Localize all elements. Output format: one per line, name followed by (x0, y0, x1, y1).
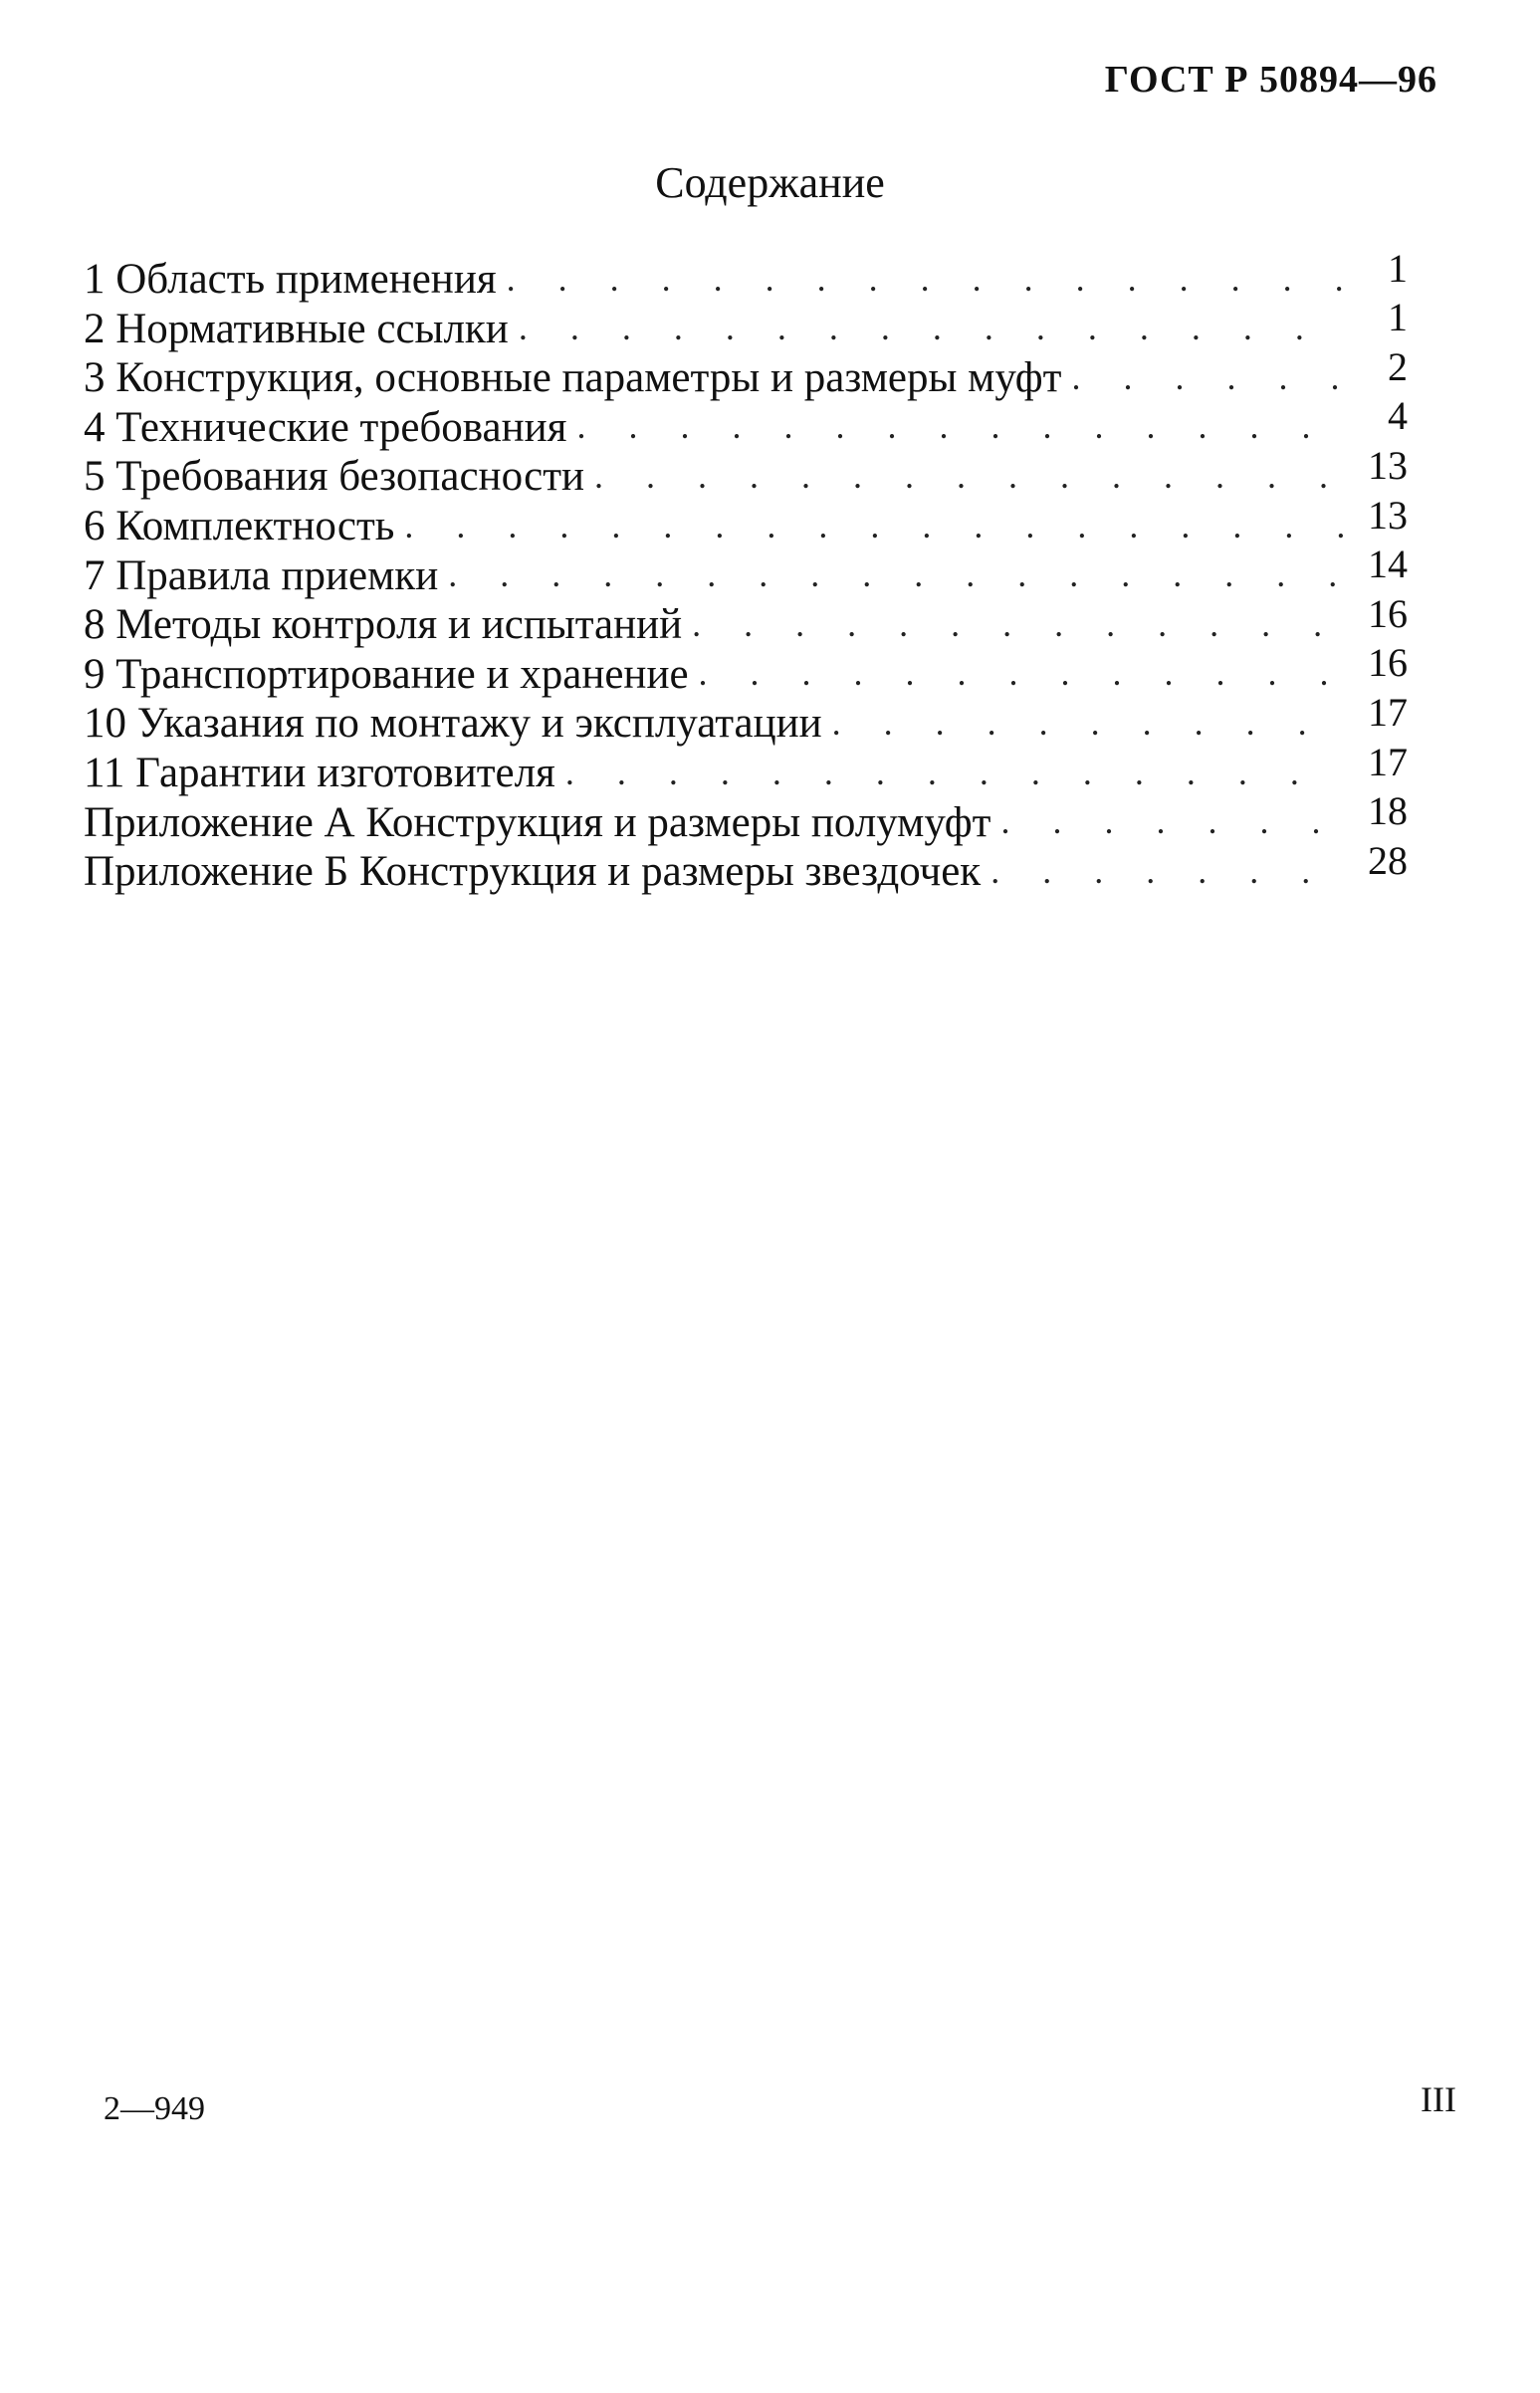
toc-entry-label: 9 Транспортирование и хранение (84, 650, 689, 698)
toc-dot-leader (1071, 357, 1344, 397)
toc-entry-label: Приложение Б Конструкция и размеры звездочек (84, 848, 982, 896)
toc-entry-page: 13 (1368, 492, 1408, 538)
toc-entry[interactable] (84, 788, 1408, 848)
toc-dot-leader (576, 406, 1344, 446)
toc-dot-leader (507, 259, 1344, 299)
page-header-code: ГОСТ Р 50894—96 (1104, 59, 1437, 101)
toc-entry-label: 2 Нормативные ссылки (84, 305, 509, 352)
toc-entry-page: 17 (1368, 689, 1408, 735)
table-of-contents (84, 245, 1408, 897)
toc-entry[interactable] (84, 295, 1408, 354)
toc-entry[interactable] (84, 640, 1408, 700)
toc-entry[interactable] (84, 245, 1408, 305)
toc-entry[interactable] (84, 689, 1408, 749)
toc-dot-leader (519, 308, 1344, 347)
toc-entry[interactable] (84, 393, 1408, 453)
toc-entry-label: 4 Технические требования (84, 403, 567, 451)
toc-entry-page: 1 (1388, 295, 1408, 340)
toc-entry-page: 16 (1368, 640, 1408, 686)
toc-entry-page: 13 (1368, 442, 1408, 488)
toc-entry[interactable] (84, 590, 1408, 650)
toc-entry-label: 11 Гарантии изготовителя (84, 749, 555, 796)
toc-dot-leader (692, 604, 1344, 644)
toc-dot-leader (832, 703, 1344, 743)
toc-entry[interactable] (84, 837, 1408, 897)
toc-dot-leader (448, 554, 1344, 594)
toc-entry-page: 1 (1388, 245, 1408, 291)
toc-dot-leader (404, 506, 1344, 545)
toc-entry[interactable] (84, 492, 1408, 551)
toc-entry-label: 3 Конструкция, основные параметры и размеры муфт (84, 354, 1062, 402)
toc-dot-leader (565, 753, 1344, 792)
toc-dot-leader (699, 653, 1344, 693)
toc-entry-page: 18 (1368, 788, 1408, 834)
toc-dot-leader (594, 456, 1344, 496)
toc-dot-leader (1000, 801, 1344, 841)
toc-title: Содержание (655, 158, 885, 207)
toc-entry[interactable] (84, 442, 1408, 502)
toc-entry[interactable] (84, 542, 1408, 601)
footer-page-number: III (1421, 2079, 1456, 2119)
toc-entry-label: 10 Указания по монтажу и эксплуатации (84, 700, 822, 748)
toc-entry-page: 2 (1388, 343, 1408, 389)
toc-entry-label: 7 Правила приемки (84, 551, 439, 599)
toc-entry-label: 8 Методы контроля и испытаний (84, 601, 683, 649)
toc-entry-label: 5 Требования безопасности (84, 453, 585, 501)
toc-entry-page: 14 (1368, 542, 1408, 587)
toc-dot-leader (990, 851, 1344, 891)
toc-entry[interactable] (84, 739, 1408, 798)
toc-entry-page: 4 (1388, 393, 1408, 439)
toc-entry-label: 1 Область применения (84, 256, 497, 303)
toc-entry[interactable] (84, 343, 1408, 403)
toc-entry-page: 28 (1368, 837, 1408, 883)
toc-entry-page: 16 (1368, 590, 1408, 636)
toc-entry-label: Приложение А Конструкция и размеры полумуфт (84, 798, 991, 846)
footer-print-code: 2—949 (104, 2090, 205, 2127)
toc-entry-page: 17 (1368, 739, 1408, 784)
toc-entry-label: 6 Комплектность (84, 502, 395, 549)
